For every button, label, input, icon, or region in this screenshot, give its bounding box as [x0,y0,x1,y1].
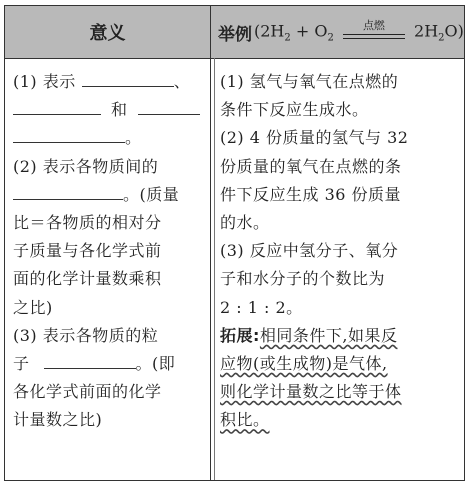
example-cell [220,68,460,434]
example-line: 份质量的氧气在点燃的条 [220,156,402,176]
example-line: 2 : 1 : 2。 [220,297,303,317]
example-line: (2) 4 份质量的氢气与 32 [220,128,409,148]
meaning-line: (1) 表示 、 [13,72,191,91]
chemical-equation: ($2H_2 + O_2$ 点燃 $2H_2O$) [254,19,464,44]
example-line: 的水。 [220,212,270,232]
example-line: 子和水分子的个数比为 [220,269,386,289]
column-divider-inner [214,58,215,480]
meaning-line: 之比) [13,297,53,317]
extension-line: 应物(或生成物)是气体, [220,353,388,373]
meaning-line: 子质量与各化学式前 [13,241,162,261]
example-line: (3) 反应中氢分子、氧分 [220,241,399,261]
meaning-line: 。 [13,124,208,152]
meaning-line: (3) 表示各物质的粒 [13,325,159,345]
meaning-line: 比＝各物质的相对分 [13,212,162,232]
meaning-line: 子 。(即 [13,353,176,373]
reaction-condition [341,20,407,44]
condition-label: 点燃 [362,19,385,32]
meaning-line: 各化学式前面的化学 [13,382,162,402]
header-meaning: 意义 [89,23,126,44]
meaning-line: 计量数之比) [13,410,103,430]
header-example [212,6,464,58]
example-line: 条件下反应生成水。 [220,100,369,120]
meaning-line: 。(质量 [13,181,208,209]
meaning-example-table [4,5,465,481]
example-line: 件下反应生成 36 份质量 [220,184,402,204]
extension-line: 积比。 [220,410,270,430]
extension-line: 拓展:相同条件下,如果反 [220,325,398,345]
answer-blank [138,98,200,115]
double-line-bottom [343,38,405,39]
header-example-label: 举例 [218,24,252,45]
meaning-cell [13,68,208,434]
answer-blank [82,70,174,87]
answer-blank [13,98,101,115]
extension-label: 拓展: [220,325,260,345]
answer-blank [13,126,125,143]
meaning-line: (2) 表示各物质间的 [13,156,159,176]
answer-blank [44,352,136,369]
answer-blank [13,183,123,200]
column-divider [210,6,211,480]
table-header [5,6,464,59]
example-line: (1) 氢气与氧气在点燃的 [220,72,399,91]
meaning-line: 面的化学计量数乘积 [13,269,162,289]
extension-line: 则化学计量数之比等于体 [220,382,402,402]
meaning-line: 和 [13,96,208,124]
double-line-top [343,34,405,35]
